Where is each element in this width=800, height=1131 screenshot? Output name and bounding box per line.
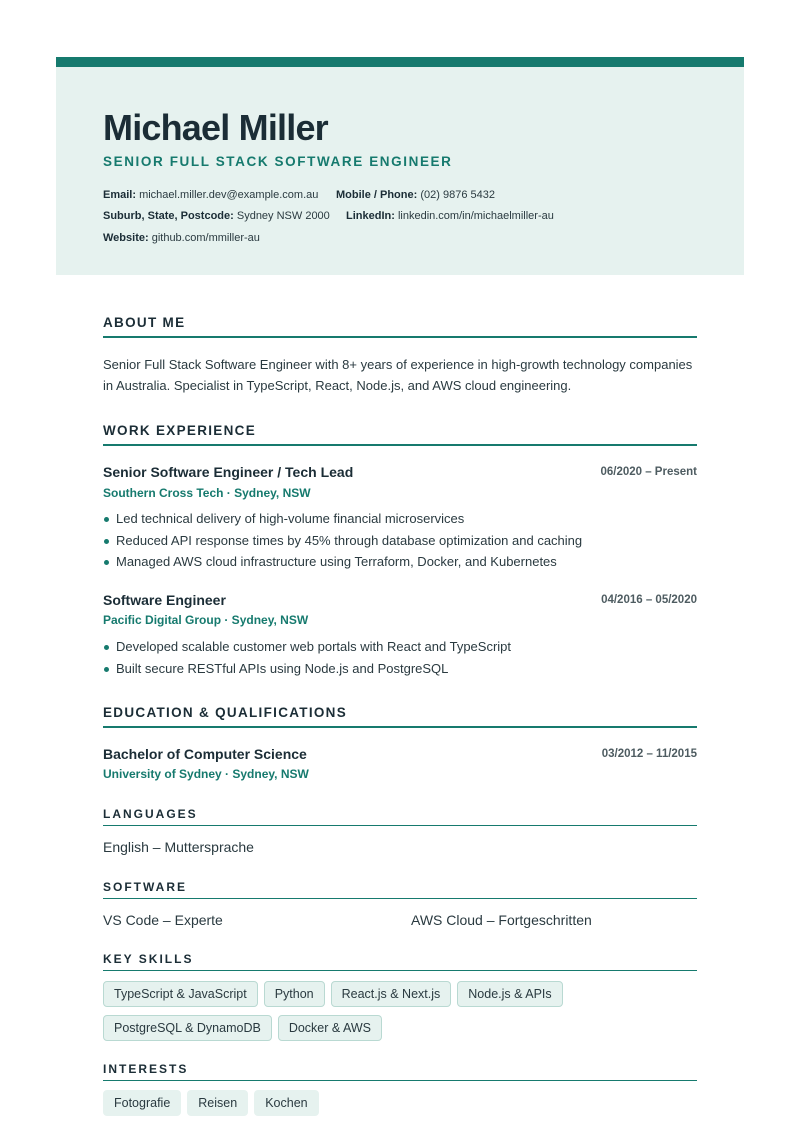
candidate-role: SENIOR FULL STACK SOFTWARE ENGINEER bbox=[103, 154, 453, 169]
contact-value: (02) 9876 5432 bbox=[420, 189, 495, 201]
list-item: Built secure RESTful APIs using Node.js and PostgreSQL bbox=[103, 658, 511, 680]
job-date: 06/2020 – Present bbox=[600, 466, 697, 478]
education-school: University of Sydney · Sydney, NSW bbox=[103, 767, 309, 781]
skills-chip-list bbox=[103, 981, 703, 1049]
degree-title: Bachelor of Computer Science bbox=[103, 746, 307, 762]
job-organization: Pacific Digital Group · Sydney, NSW bbox=[103, 613, 309, 627]
section-education-title: EDUCATION & QUALIFICATIONS bbox=[103, 705, 697, 728]
contact-email bbox=[103, 189, 318, 201]
contact-label: Email: bbox=[103, 189, 137, 201]
interests-chip-list bbox=[103, 1090, 703, 1124]
contact-location bbox=[103, 210, 330, 222]
section-interests-title: INTERESTS bbox=[103, 1062, 697, 1081]
list-item: Managed AWS cloud infrastructure using Terraform, Docker, and Kubernetes bbox=[103, 551, 582, 573]
job-bullets bbox=[103, 508, 582, 573]
job-bullets bbox=[103, 636, 511, 679]
job-date: 04/2016 – 05/2020 bbox=[601, 594, 697, 606]
contact-value: linkedin.com/in/michaelmiller-au bbox=[397, 210, 554, 222]
job-title: Software Engineer bbox=[103, 592, 226, 608]
list-item: Reduced API response times by 45% through database optimization and caching bbox=[103, 530, 582, 552]
interest-chip: Fotografie bbox=[103, 1090, 181, 1116]
contact-website bbox=[103, 232, 260, 244]
contact-linkedin bbox=[346, 210, 554, 222]
contact-label: Website: bbox=[103, 232, 149, 244]
interest-chip: Kochen bbox=[254, 1090, 318, 1116]
section-skills-title: KEY SKILLS bbox=[103, 952, 697, 971]
contact-phone bbox=[336, 189, 495, 201]
skill-chip: Python bbox=[264, 981, 325, 1007]
header-accent-bar bbox=[56, 57, 744, 67]
education-date: 03/2012 – 11/2015 bbox=[601, 748, 697, 760]
list-item: Led technical delivery of high-volume financial microservices bbox=[103, 508, 582, 530]
interest-chip: Reisen bbox=[187, 1090, 248, 1116]
list-item: Developed scalable customer web portals with React and TypeScript bbox=[103, 636, 511, 658]
skill-chip: PostgreSQL & DynamoDB bbox=[103, 1015, 272, 1041]
contact-label: Mobile / Phone: bbox=[336, 189, 418, 201]
candidate-name: Michael Miller bbox=[103, 107, 328, 148]
contact-label: LinkedIn: bbox=[346, 210, 395, 222]
skill-chip: Node.js & APIs bbox=[457, 981, 562, 1007]
language-item: English – Muttersprache bbox=[103, 839, 254, 855]
section-work-title: WORK EXPERIENCE bbox=[103, 423, 697, 446]
software-item: VS Code – Experte bbox=[103, 912, 223, 928]
software-item: AWS Cloud – Fortgeschritten bbox=[411, 912, 592, 928]
skill-chip: React.js & Next.js bbox=[331, 981, 452, 1007]
contact-value: Sydney NSW 2000 bbox=[236, 210, 330, 222]
section-languages-title: LANGUAGES bbox=[103, 807, 697, 826]
skill-chip: Docker & AWS bbox=[278, 1015, 382, 1041]
contact-value: michael.miller.dev@example.com.au bbox=[139, 189, 319, 201]
job-title: Senior Software Engineer / Tech Lead bbox=[103, 464, 354, 480]
contact-label: Suburb, State, Postcode: bbox=[103, 210, 234, 222]
job-organization: Southern Cross Tech · Sydney, NSW bbox=[103, 486, 311, 500]
contact-value: github.com/mmiller-au bbox=[151, 232, 260, 244]
section-about-title: ABOUT ME bbox=[103, 315, 697, 338]
about-text: Senior Full Stack Software Engineer with 8+ years of experience in high-growth technology companies in Australia. Specialist in TypeScript, React, Node.js, and AWS cloud engineering. bbox=[103, 357, 693, 393]
resume-header bbox=[56, 57, 744, 275]
section-software-title: SOFTWARE bbox=[103, 880, 697, 899]
skill-chip: TypeScript & JavaScript bbox=[103, 981, 258, 1007]
